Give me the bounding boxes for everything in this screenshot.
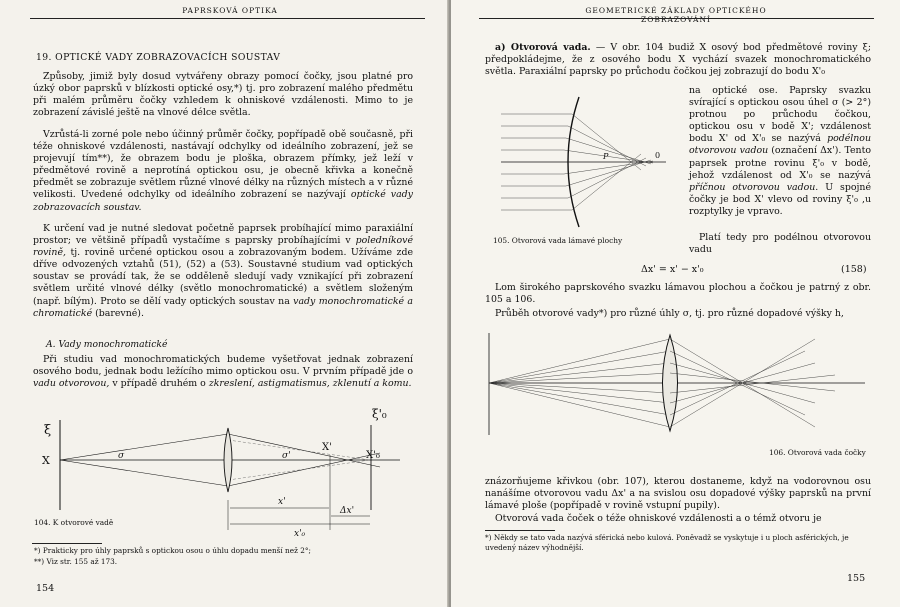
label-p: P — [603, 152, 609, 161]
label-x-prime: X' — [322, 442, 332, 453]
figure-104-caption: 104. K otvorové vadě — [34, 518, 114, 527]
paragraph-3-text-a: K určení vad je nutné sledovat početně paprsek probíhající mimo paraxiální prostor; ve většině případů vystačíme s paprsky probíhajícími v — [33, 223, 413, 247]
term-aperture-defect: vadu otvorovou, — [33, 378, 110, 390]
label-x: X — [42, 454, 50, 467]
right-paragraph-1-text-b: na optické ose. Paprsky svazku svírající s optickou osou úhel σ (> 2°) protnou po průchodu čočkou, optickou osu v bodě X'; vzdálenost bodu X' od X'₀ se nazývá — [689, 85, 871, 145]
term-distortions: zkreslení, astigmatismus, zklenutí a komu. — [208, 378, 412, 390]
figure-105-caption: 105. Otvorová vada lámavé plochy — [493, 236, 623, 245]
paraxial-ray-upper — [228, 440, 370, 460]
term-optical-defects: optické vady zobrazovacích soustav. — [33, 189, 413, 213]
lens-shape — [224, 428, 232, 492]
right-page — [451, 0, 900, 607]
term-mono-chromatic: vady monochromatické a chromatické — [33, 295, 414, 319]
term-longitudinal-defect: podélnou otvorovou vadou — [689, 133, 871, 157]
right-paragraph-1-wrap — [689, 85, 871, 218]
refracted-ray-upper — [228, 434, 380, 467]
page-number-right: 155 — [847, 573, 866, 584]
right-paragraph-3: Lom širokého paprskového svazku lámavou plochou a čočkou je patrný z obr. 105 a 106. — [485, 282, 871, 306]
right-paragraph-1-text-d: U spojné čočky je bod X' vlevo od roviny ξ'₀ ,u rozptylky je vpravo. — [689, 181, 871, 217]
left-page — [0, 0, 449, 607]
right-paragraph-5: znázorňujeme křivkou (obr. 107), kterou dostaneme, když na vodorovnou osu nanášíme otvorovou vadu Δx' a na svislou osu dopadové výšky paprsků na první lámavé ploše (popřípadě v rovině vstupní pupily). — [485, 476, 871, 512]
right-paragraph-1-top — [485, 42, 871, 78]
label-sigma-prime: σ' — [282, 451, 291, 461]
right-paragraph-6: Otvorová vada čoček o téže ohniskové vzdálenosti a o témž otvoru je — [495, 513, 822, 524]
footnote-1: *) Prakticky pro úhly paprsků s optickou osou o úhlu dopadu menší než 2°; — [34, 546, 311, 555]
label-zero: 0 — [655, 151, 661, 160]
label-xi: ξ — [44, 423, 52, 438]
figure-106-caption: 106. Otvorová vada čočky — [769, 448, 866, 457]
label-xi0-prime: ξ'₀ — [372, 407, 387, 421]
running-head-right: GEOMETRICKÉ ZÁKLADY OPTICKÉHO ZOBRAZOVÁNÍ — [585, 6, 767, 24]
footnote-rule-right — [485, 530, 555, 531]
label-dim-delta-x: Δx' — [340, 506, 355, 516]
paragraph-3 — [33, 223, 413, 320]
figure-106 — [485, 325, 871, 443]
right-paragraph-2: Platí tedy pro podélnou otvorovou vadu — [689, 232, 871, 256]
paragraph-2 — [33, 129, 413, 214]
refracted-ray-lower — [228, 453, 380, 486]
section-heading: 19. OPTICKÉ VADY ZOBRAZOVACÍCH SOUSTAV — [36, 52, 281, 63]
label-x0-prime: X'₀ — [366, 450, 380, 461]
ray-upper — [60, 434, 228, 460]
paragraph-1: Způsoby, jimiž byly dosud vytvářeny obrazy pomocí čočky, jsou platné pro úzký obor paprsků v blízkosti optické osy,*) tj. pro zobrazení malého předmětu při malém průměru čočky vzhledem k ohniskové vzdálenosti. Mimo to je zobrazení závislé ještě na vlnové délce světla. — [33, 71, 413, 119]
header-rule-right — [479, 18, 874, 19]
page-number-left: 154 — [36, 583, 55, 594]
subheading-monochromatic: A. Vady monochromatické — [46, 339, 168, 350]
equation-number: (158) — [841, 264, 867, 275]
running-head-left: PAPRSKOVÁ OPTIKA — [182, 6, 278, 15]
term-meridional-plane: poledníkové rovině, — [33, 235, 413, 259]
figure-105 — [491, 92, 676, 232]
paragraph-4 — [33, 354, 413, 390]
paragraph-3-text-c: (barevné). — [95, 307, 144, 319]
equation-158: Δx' = x' − x'₀ — [641, 264, 704, 275]
paragraph-3-text-b: tj. rovině určené optickou osou a zobrazovaným bodem. Užíváme zde dříve odvozených vztahů (51), (52) a (53). Soustavné studium vad optických soustav se provádí tak, že se odděleně sledují vady vznikající při zobrazení světlem určité vlnové délky (světlo monochromatické) a světlem složeným (např. bílým). Proto se dělí vady optických soustav na — [33, 247, 414, 307]
right-paragraph-4: Průběh otvorové vady*) pro různé úhly σ, tj. pro různé dopadové výšky h, — [495, 308, 844, 319]
footnote-2: **) Viz str. 155 až 173. — [34, 557, 118, 566]
lens-106 — [663, 335, 678, 431]
term-transverse-defect: příčnou otvorovou vadou. — [689, 181, 819, 193]
paragraph-4-text-b: v případě druhém o — [112, 378, 206, 390]
label-dim-x-prime: x' — [278, 497, 286, 507]
footnote-rule-left — [32, 543, 102, 544]
aperture-defect-label: a) Otvorová vada. — [495, 42, 591, 53]
header-rule-left — [30, 18, 425, 19]
footnote-right: *) Někdy se tato vada nazývá sférická nebo kulová. Poněvadž se vyskytuje i u ploch asférických, je uvedený název výhodnější. — [485, 533, 849, 552]
label-dim-x0-prime: x'₀ — [294, 529, 306, 539]
paraxial-ray-lower — [228, 460, 370, 480]
paragraph-2-text: Vzrůstá-li zorné pole nebo účinný průměr čočky, popřípadě obě současně, při téže ohniskové vzdálenosti, nastávají odchylky od ideálního zobrazení, jež se projevují tím**), že obrazem bodu je ploška, obrazem přímky, jež leží v předmětové rovině a neprotíná optickou osu, je obecně křivka a konečně předmět se zobrazuje světlem různé vlnové délky na různých místech a v různé velikosti. Uvedené odchylky od ideálního zobrazení se nazývají — [33, 129, 413, 201]
label-sigma: σ — [118, 451, 125, 461]
right-paragraph-1-text-c: (označení Δx'). Tento paprsek protne rovinu ξ'₀ v bodě, jehož vzdálenost od X'₀ se nazývá — [689, 145, 871, 181]
ray-lower — [60, 460, 228, 486]
right-paragraph-1-text-a: — V obr. 104 budiž X osový bod předmětové roviny ξ; předpokládejme, že z osového bodu X vychází svazek monochromatického světla. Paraxiální paprsky po průchodu čočkou jej zobrazují do bodu X'₀ — [485, 42, 872, 78]
paragraph-4-text-a: Při studiu vad monochromatických budeme vyšetřovat jednak zobrazení osového bodu, jednak bodu ležícího mimo optickou osu. V prvním případě jde o — [33, 354, 413, 378]
